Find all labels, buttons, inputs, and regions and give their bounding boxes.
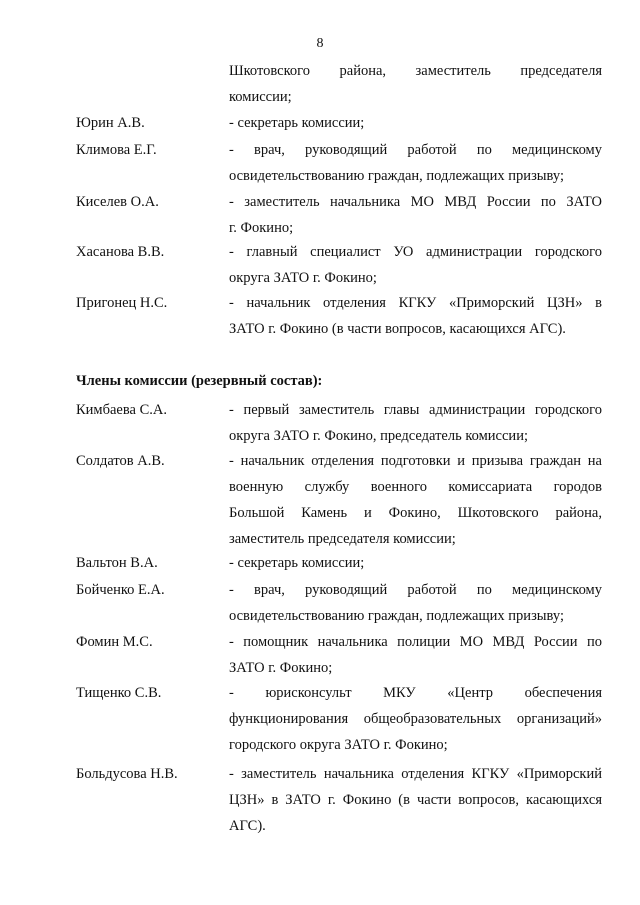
member-role — [229, 137, 602, 189]
text-line: - заместитель начальника МО МВД России по ЗАТО — [229, 194, 602, 210]
member-name: Больдусова Н.В. — [76, 766, 178, 782]
text-line: военную службу военного комиссариата городов — [229, 479, 602, 495]
text-line: комиссии; — [229, 89, 292, 105]
text-line: функционирования общеобразовательных организаций» — [229, 711, 602, 727]
member-name: Солдатов А.В. — [76, 453, 165, 469]
page-number: 8 — [316, 36, 324, 51]
text-line: заместитель председателя комиссии; — [229, 531, 456, 547]
member-name: Тищенко С.В. — [76, 685, 162, 701]
text-line: округа ЗАТО г. Фокино; — [229, 270, 377, 286]
text-line: - начальник отделения КГКУ «Приморский ЦЗН» в — [229, 295, 602, 311]
member-name: Фомин М.С. — [76, 634, 153, 650]
text-line: - первый заместитель главы администрации городского — [229, 402, 602, 418]
text-line: - секретарь комиссии; — [229, 115, 365, 131]
member-role — [229, 680, 602, 758]
member-role — [229, 448, 602, 552]
member-role — [229, 761, 602, 839]
text-line: Большой Камень и Фокино, Шкотовского района, — [229, 505, 602, 521]
text-line: ЗАТО г. Фокино (в части вопросов, касающихся АГС). — [229, 321, 566, 337]
member-name: Вальтон В.А. — [76, 555, 158, 571]
member-name: Климова Е.Г. — [76, 142, 157, 158]
member-name: Кимбаева С.А. — [76, 402, 167, 418]
member-role — [229, 577, 602, 629]
member-name: Киселев О.А. — [76, 194, 159, 210]
continuation-text — [229, 58, 602, 110]
text-line: г. Фокино; — [229, 220, 294, 236]
text-line: - заместитель начальника отделения КГКУ «Приморский — [229, 766, 602, 782]
text-line: - врач, руководящий работой по медицинскому — [229, 142, 602, 158]
text-line: - секретарь комиссии; — [229, 555, 365, 571]
text-line: городского округа ЗАТО г. Фокино; — [229, 737, 448, 753]
member-name: Бойченко Е.А. — [76, 582, 165, 598]
member-role — [229, 629, 602, 681]
member-role — [229, 550, 602, 576]
member-role — [229, 189, 602, 241]
member-role — [229, 239, 602, 291]
text-line: - юрисконсульт МКУ «Центр обеспечения — [229, 685, 602, 701]
member-name: Юрин А.В. — [76, 115, 145, 131]
member-role — [229, 397, 602, 449]
section-heading: Члены комиссии (резервный состав): — [76, 373, 323, 389]
text-line: ЦЗН» в ЗАТО г. Фокино (в части вопросов, касающихся — [229, 792, 602, 808]
text-line: освидетельствованию граждан, подлежащих призыву; — [229, 168, 564, 184]
text-line: округа ЗАТО г. Фокино, председатель комиссии; — [229, 428, 528, 444]
text-line: - врач, руководящий работой по медицинскому — [229, 582, 602, 598]
text-line: - главный специалист УО администрации городского — [229, 244, 602, 260]
text-line: - помощник начальника полиции МО МВД России по — [229, 634, 602, 650]
member-role — [229, 290, 602, 342]
text-line: ЗАТО г. Фокино; — [229, 660, 333, 676]
member-role — [229, 110, 602, 136]
text-line: Шкотовского района, заместитель председателя — [229, 63, 602, 79]
text-line: - начальник отделения подготовки и призыва граждан на — [229, 453, 602, 469]
text-line: освидетельствованию граждан, подлежащих призыву; — [229, 608, 564, 624]
member-name: Пригонец Н.С. — [76, 295, 168, 311]
member-name: Хасанова В.В. — [76, 244, 165, 260]
text-line: АГС). — [229, 818, 266, 834]
